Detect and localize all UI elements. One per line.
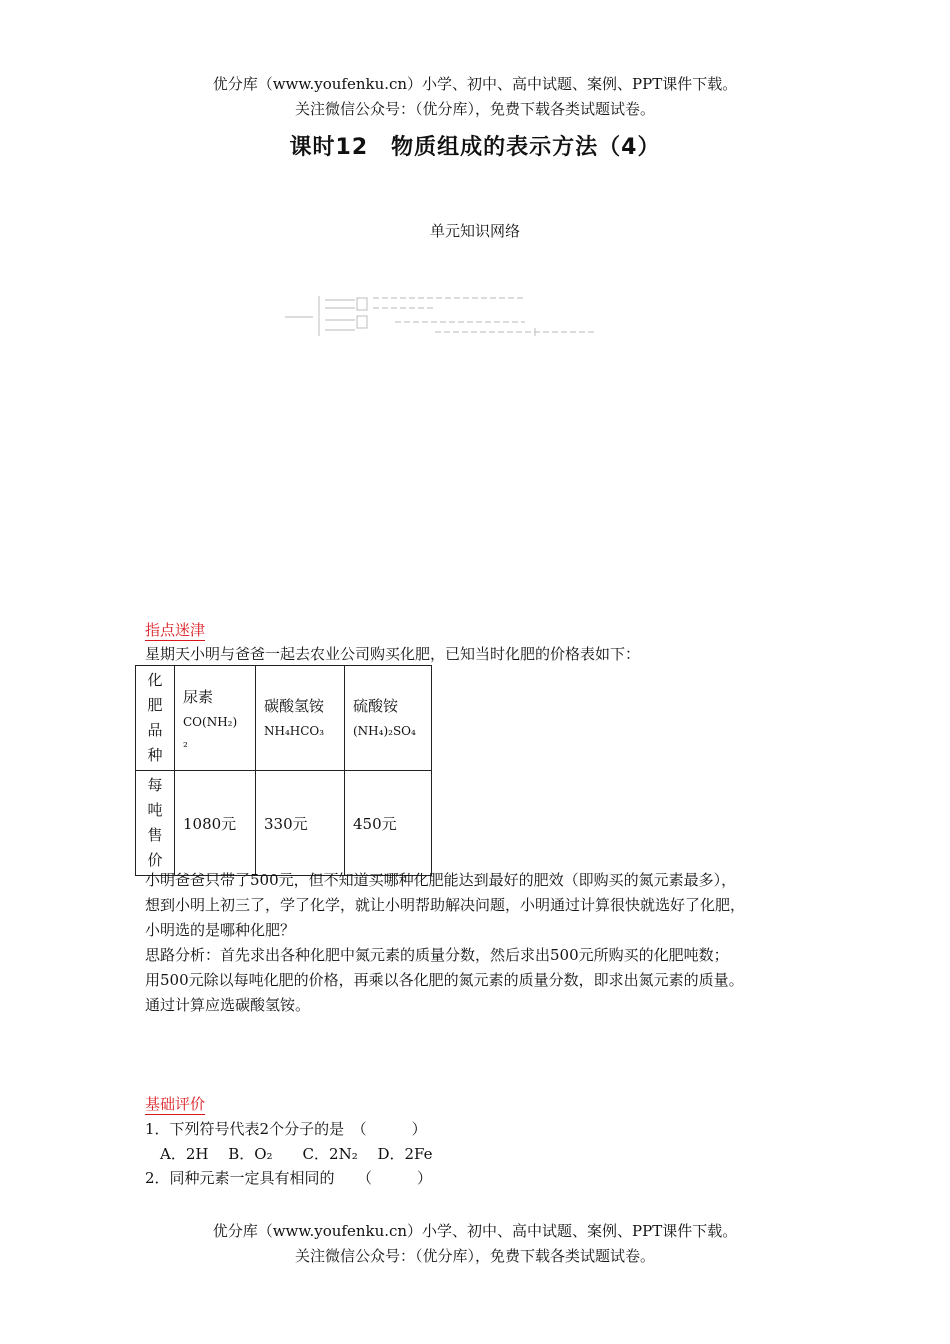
fertilizer-name: 硫酸铵 <box>353 697 399 715</box>
footer-line-1: 优分库（www.youfenku.cn）小学、初中、高中试题、案例、PPT课件下载。 <box>212 1222 738 1240</box>
question-2: 2．同种元素一定具有相同的 （ ） <box>145 1169 433 1187</box>
fertilizer-price-table <box>135 665 432 876</box>
head-char: 价 <box>147 851 163 869</box>
problem-line: 小明选的是哪种化肥？ <box>145 921 296 939</box>
section-basic-heading: 基础评价 <box>145 1095 206 1113</box>
knowledge-network-diagram <box>285 292 605 340</box>
section-network-heading: 单元知识网络 <box>429 222 520 240</box>
price-cell: 330元 <box>256 771 345 876</box>
section-guide-heading: 指点迷津 <box>145 621 206 639</box>
table-cell-urea <box>175 666 256 771</box>
analysis-line: 通过计算应选碳酸氢铵。 <box>145 996 311 1014</box>
head-char: 肥 <box>147 696 163 714</box>
fertilizer-formula-cont: ₂ <box>183 736 188 750</box>
page-title: 课时12 物质组成的表示方法（4） <box>289 135 661 160</box>
head-char: 售 <box>147 826 163 844</box>
problem-line: 想到小明上初三了，学了化学，就让小明帮助解决问题，小明通过计算很快就选好了化肥， <box>145 896 746 914</box>
fertilizer-name: 碳酸氢铵 <box>264 697 325 715</box>
table-row <box>136 771 432 876</box>
price-cell: 1080元 <box>175 771 256 876</box>
header-line-1: 优分库（www.youfenku.cn）小学、初中、高中试题、案例、PPT课件下载。 <box>212 75 738 93</box>
fertilizer-formula: (NH₄)₂SO₄ <box>353 724 416 738</box>
table-row <box>136 666 432 771</box>
head-char: 化 <box>147 671 163 689</box>
head-char: 品 <box>147 721 163 739</box>
head-char: 种 <box>147 746 163 764</box>
fertilizer-name: 尿素 <box>183 688 214 706</box>
question-1-options: A．2H B．O₂ C．2N₂ D．2Fe <box>145 1145 433 1163</box>
table-row-head <box>136 771 175 876</box>
head-char: 每 <box>147 776 163 794</box>
problem-line: 小明爸爸只带了500元，但不知道买哪种化肥能达到最好的肥效（即购买的氮元素最多）， <box>145 871 737 889</box>
footer-line-2: 关注微信公众号：（优分库），免费下载各类试题试卷。 <box>294 1247 655 1265</box>
intro-text: 星期天小明与爸爸一起去农业公司购买化肥，已知当时化肥的价格表如下： <box>145 645 641 663</box>
analysis-line: 用500元除以每吨化肥的价格，再乘以各化肥的氮元素的质量分数，即求出氮元素的质量。 <box>145 971 744 989</box>
header-line-2: 关注微信公众号：（优分库），免费下载各类试题试卷。 <box>294 100 655 118</box>
price-cell: 450元 <box>345 771 432 876</box>
fertilizer-formula: CO(NH₂) <box>183 715 238 729</box>
table-row-head <box>136 666 175 771</box>
head-char: 吨 <box>147 801 163 819</box>
fertilizer-formula: NH₄HCO₃ <box>264 724 325 738</box>
table-cell-ammonium-bicarbonate <box>256 666 345 771</box>
table-cell-ammonium-sulfate <box>345 666 432 771</box>
problem-text <box>145 868 825 1018</box>
question-1: 1．下列符号代表2个分子的是 （ ） <box>145 1120 427 1138</box>
analysis-line: 思路分析：首先求出各种化肥中氮元素的质量分数，然后求出500元所购买的化肥吨数； <box>145 946 729 964</box>
